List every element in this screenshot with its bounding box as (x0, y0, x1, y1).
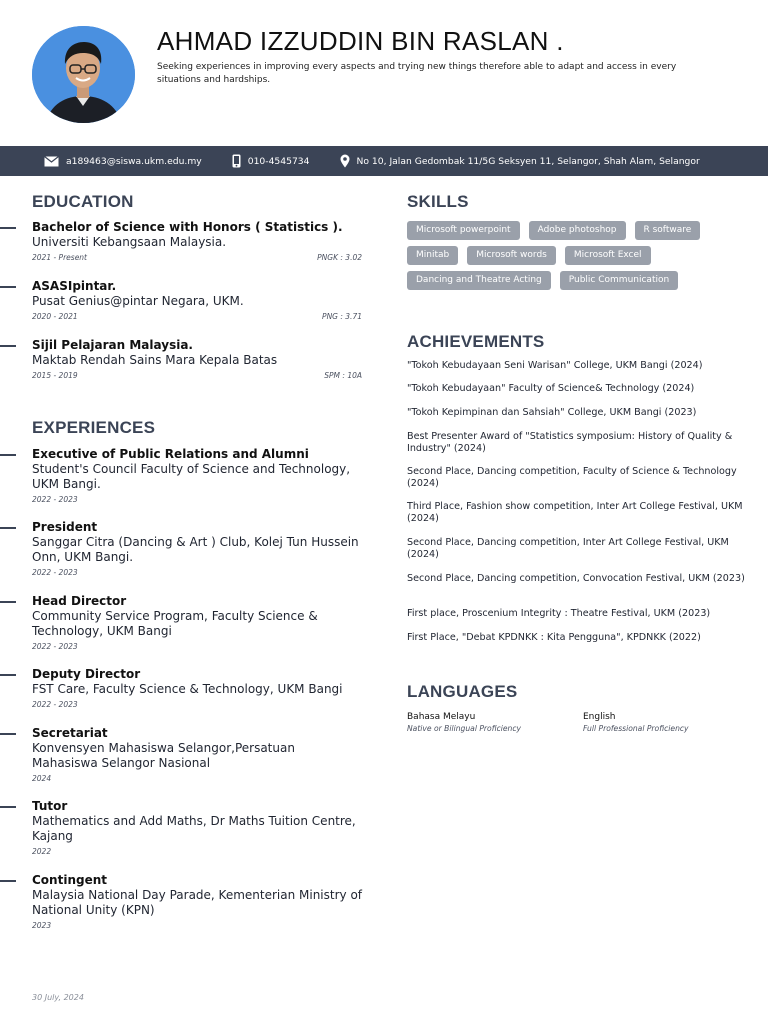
experience-period: 2022 - 2023 (32, 568, 78, 577)
contact-address (340, 154, 700, 168)
timeline-tick (0, 345, 16, 347)
address-text: No 10, Jalan Gedombak 11/5G Seksyen 11, Selangor, Shah Alam, Selangor (356, 155, 700, 167)
language-name: English (583, 712, 616, 722)
experience-period: 2022 - 2023 (32, 700, 78, 709)
education-grade: SPM : 10A (324, 371, 362, 380)
timeline-tick (0, 733, 16, 735)
education-item (32, 279, 362, 321)
experience-item (32, 799, 362, 856)
experience-org: Student's Council Faculty of Science and Technology, UKM Bangi. (32, 462, 351, 491)
achievement-item: Second Place, Dancing competition, Inter Art College Festival, UKM (2024) (407, 537, 729, 560)
resume-header (0, 0, 768, 146)
experiences-heading: EXPERIENCES (32, 418, 156, 437)
education-item (32, 220, 362, 262)
experience-role: Deputy Director (32, 667, 141, 681)
achievement-item: "Tokoh Kepimpinan dan Sahsiah" College, UKM Bangi (2023) (407, 407, 697, 418)
education-degree: ASASIpintar. (32, 279, 117, 293)
experience-org: Malaysia National Day Parade, Kementerian Ministry of National Unity (KPN) (32, 888, 363, 917)
timeline-tick (0, 674, 16, 676)
achievements-heading: ACHIEVEMENTS (407, 332, 545, 351)
skill-tag: Microsoft words (467, 246, 556, 265)
document-date: 30 July, 2024 (32, 993, 84, 1002)
language-level: Full Professional Proficiency (583, 724, 689, 733)
education-grade: PNGK : 3.02 (317, 253, 362, 262)
education-grade: PNG : 3.71 (322, 312, 362, 321)
experience-period: 2022 (32, 847, 52, 856)
timeline-tick (0, 227, 16, 229)
education-period: 2021 - Present (32, 253, 87, 262)
education-school: Universiti Kebangsaan Malaysia. (32, 235, 227, 249)
timeline-tick (0, 527, 16, 529)
education-school: Pusat Genius@pintar Negara, UKM. (32, 294, 244, 308)
experience-role: President (32, 520, 98, 534)
experience-item (32, 873, 362, 930)
achievement-item: "Tokoh Kebudayaan" Faculty of Science& Technology (2024) (407, 383, 695, 394)
skill-tag: R software (635, 221, 701, 240)
experience-item (32, 726, 362, 783)
timeline-tick (0, 286, 16, 288)
phone-icon (232, 154, 241, 168)
experience-period: 2022 - 2023 (32, 495, 78, 504)
language-item (583, 711, 753, 734)
achievement-item: Third Place, Fashion show competition, Inter Art College Festival, UKM (2024) (407, 501, 743, 524)
profile-photo (32, 26, 135, 123)
languages-heading: LANGUAGES (407, 682, 518, 701)
skill-tag: Public Communication (560, 271, 678, 290)
skill-tag: Adobe photoshop (529, 221, 626, 240)
experience-period: 2024 (32, 774, 52, 783)
experience-org: Community Service Program, Faculty Science & Technology, UKM Bangi (32, 609, 318, 638)
timeline-tick (0, 454, 16, 456)
contact-phone[interactable] (232, 154, 310, 168)
skills-heading: SKILLS (407, 192, 469, 211)
education-degree: Sijil Pelajaran Malaysia. (32, 338, 193, 352)
experience-item (32, 594, 362, 651)
experience-org: FST Care, Faculty Science & Technology, UKM Bangi (32, 682, 343, 696)
education-period: 2020 - 2021 (32, 312, 78, 321)
experience-role: Secretariat (32, 726, 108, 740)
skill-tag: Microsoft Excel (565, 246, 651, 265)
experience-item (32, 520, 362, 577)
experience-role: Contingent (32, 873, 107, 887)
experience-item (32, 667, 362, 709)
skills-list (407, 221, 747, 290)
experience-period: 2023 (32, 921, 52, 930)
skill-tag: Dancing and Theatre Acting (407, 271, 551, 290)
experience-org: Mathematics and Add Maths, Dr Maths Tuition Centre, Kajang (32, 814, 356, 843)
timeline-tick (0, 880, 16, 882)
timeline-tick (0, 806, 16, 808)
experience-period: 2022 - 2023 (32, 642, 78, 651)
achievement-item: Second Place, Dancing competition, Convocation Festival, UKM (2023) (407, 573, 745, 584)
profile-summary: Seeking experiences in improving every aspects and trying new things therefore able to adapt and access in every situations and hardships. (157, 62, 677, 85)
language-item (407, 711, 577, 734)
envelope-icon (44, 156, 59, 167)
achievement-item: Second Place, Dancing competition, Faculty of Science & Technology (2024) (407, 466, 737, 489)
education-school: Maktab Rendah Sains Mara Kepala Batas (32, 353, 278, 367)
phone-text: 010-4545734 (247, 155, 310, 167)
experience-org: Konvensyen Mahasiswa Selangor,Persatuan Mahasiswa Selangor Nasional (32, 741, 295, 770)
timeline-tick (0, 601, 16, 603)
skill-tag: Microsoft powerpoint (407, 221, 520, 240)
contact-bar (0, 146, 768, 176)
language-name: Bahasa Melayu (407, 712, 476, 722)
achievement-item: First Place, "Debat KPDNKK : Kita Pengguna", KPDNKK (2022) (407, 632, 701, 643)
achievement-item: First place, Proscenium Integrity : Theatre Festival, UKM (2023) (407, 608, 711, 619)
person-avatar-icon (32, 26, 135, 123)
contact-email[interactable] (44, 156, 202, 167)
candidate-name: AHMAD IZZUDDIN BIN RASLAN . (157, 26, 564, 56)
skill-tag: Minitab (407, 246, 458, 265)
email-text: a189463@siswa.ukm.edu.my (66, 155, 202, 167)
education-degree: Bachelor of Science with Honors ( Statistics ). (32, 220, 343, 234)
experience-role: Tutor (32, 799, 68, 813)
experience-item (32, 447, 362, 504)
experience-role: Head Director (32, 594, 127, 608)
location-pin-icon (340, 154, 350, 168)
language-level: Native or Bilingual Proficiency (407, 724, 522, 733)
achievement-item: "Tokoh Kebudayaan Seni Warisan" College, UKM Bangi (2024) (407, 360, 703, 371)
achievement-item: Best Presenter Award of "Statistics symposium: History of Quality & Industry" (2024) (407, 431, 733, 454)
education-period: 2015 - 2019 (32, 371, 78, 380)
experience-role: Executive of Public Relations and Alumni (32, 447, 309, 461)
experience-org: Sanggar Citra (Dancing & Art ) Club, Kolej Tun Hussein Onn, UKM Bangi. (32, 535, 359, 564)
education-heading: EDUCATION (32, 192, 134, 211)
education-item (32, 338, 362, 380)
